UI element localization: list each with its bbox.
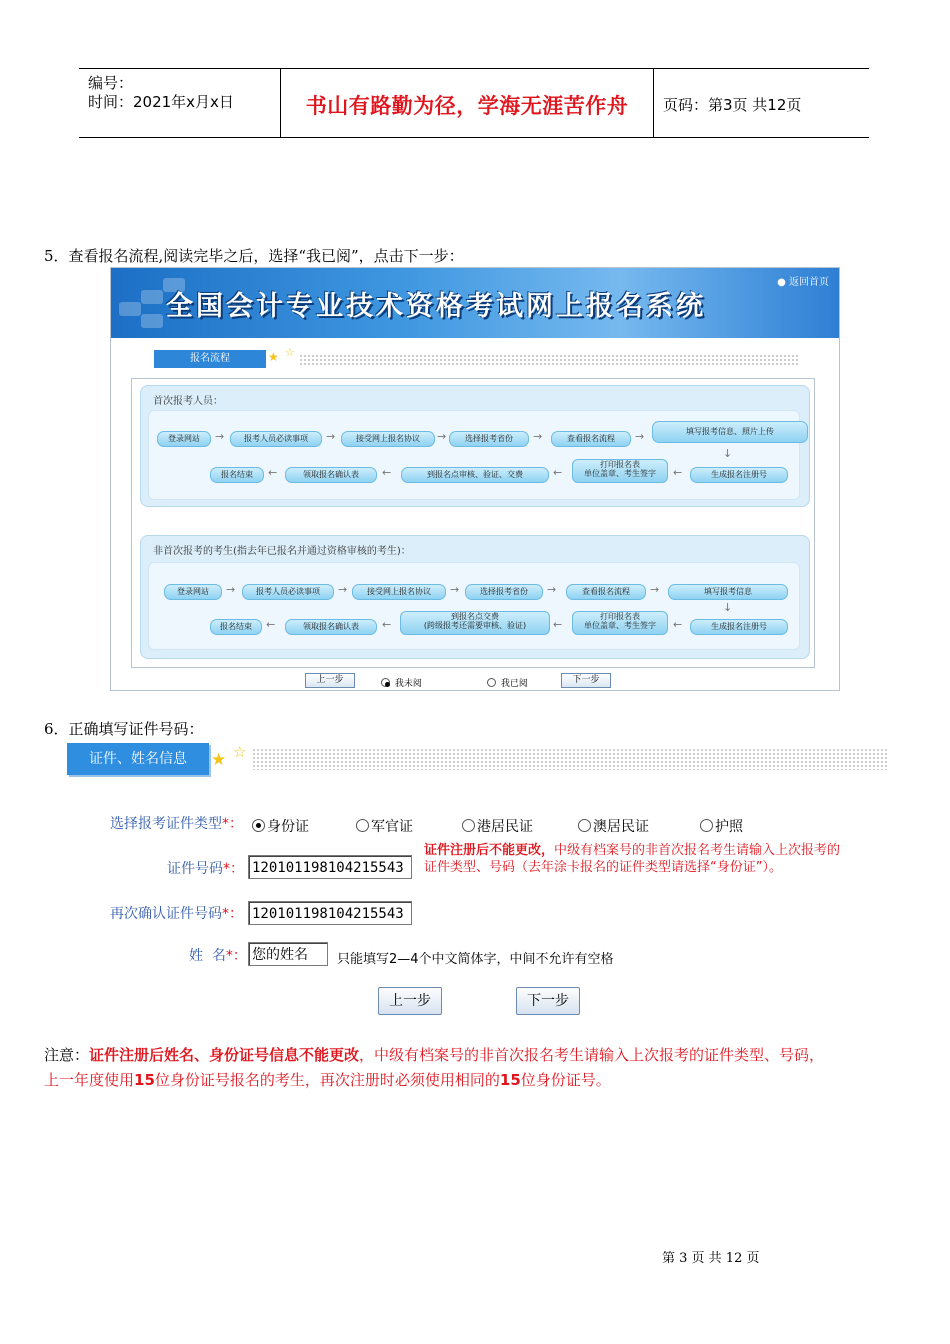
flow-step: 打印报名表 单位盖章、考生签字 (572, 611, 668, 635)
confirm-id-label: 再次确认证件号码*： (110, 906, 243, 922)
banner-title: 全国会计专业技术资格考试网上报名系统 (166, 291, 706, 322)
dotted-divider (299, 354, 799, 366)
flow-step: 报考人员必读事项 (242, 584, 334, 600)
flow-step: 到报名点审核、验证、交费 (401, 467, 549, 483)
flow-step: 报名结束 (210, 619, 262, 635)
flow-step: 领取报名确认表 (285, 619, 377, 635)
name-label: 姓 名*： (189, 948, 247, 964)
star-icon: ★ (211, 750, 227, 770)
flow-step: 查看报名流程 (551, 431, 631, 447)
radio-dot-icon (381, 678, 390, 687)
note-text: 位身份证号。 (520, 1071, 611, 1089)
flow-container: 首次报考人员： 登录网站 → 报考人员必读事项 → 接受网上报名协议 → 选择报考省份 → 查看报名流程 → 填写报考信息、照片上传 ↓ 报名结束 ← 领取报名确认表 ← 到报名点审核、验证、交费 ← 打印报名表 单位盖章、考生签字 ← 生成报名注册号 非首次报考的考生(指去年已报名并通过资格审核的考生)： 登录网站 → 报考人员必读事项 → 接受网上报名协议 → 选择报考省份 → 查看报名流程 → 填写报考信息 ↓ 报名结束 ← 领取报名确认表 ← 到报名点交费 (跨级报考还需要审核、验证) ← 打印报名表 单位盖章、考生签字 ← 生成报名注册号 (131, 378, 815, 668)
radio-not-read-label: 我未阅 (394, 679, 422, 689)
name-hint: 只能填写2—4个中文简体字，中间不允许有空格 (337, 952, 614, 967)
back-home-link[interactable]: ● 返回首页 (777, 277, 829, 288)
star-icon: ★ (268, 350, 279, 364)
flow-step: 登录网站 (157, 431, 211, 447)
flow-step: 到报名点交费 (跨级报考还需要审核、验证) (400, 611, 550, 635)
tab-id-name-info[interactable]: 证件、姓名信息 (67, 743, 209, 775)
second-flow-area (148, 562, 800, 650)
flow-step: 登录网站 (164, 584, 222, 600)
time-label: 时间：2021年x月x日 (88, 93, 234, 111)
dotted-divider (252, 748, 887, 770)
flow-step: 报考人员必读事项 (230, 431, 322, 447)
note-paragraph (44, 1043, 924, 1093)
prev-step-button[interactable]: 上一步 (305, 673, 355, 688)
id-warning: 证件注册后不能更改，中级有档案号的非首次报名考生请输入上次报考的证件类型、号码（去年涂卡报名的证件类型请选择“身份证”）。 (424, 843, 841, 875)
note-prefix: 注意： (44, 1046, 90, 1064)
name-input[interactable]: 您的姓名 (248, 942, 328, 966)
flow-step: 填写报考信息、照片上传 (652, 421, 808, 443)
note-text: 位身份证号报名的考生，再次注册时必须使用相同的 (154, 1071, 500, 1089)
next-step-button[interactable]: 下一步 (561, 673, 611, 688)
id-type-option[interactable]: 军官证 (356, 816, 413, 836)
registration-flow-screenshot (110, 267, 840, 691)
id-number-input[interactable]: 120101198104215543 (248, 855, 412, 879)
second-panel-title: 非首次报考的考生(指去年已报名并通过资格审核的考生)： (153, 546, 411, 557)
id-type-option[interactable]: 护照 (700, 816, 743, 836)
flow-step: 领取报名确认表 (285, 467, 377, 483)
star-icon: ☆ (285, 346, 295, 359)
step6-text: 6．正确填写证件号码： (44, 720, 204, 738)
page-footer: 第 3 页 共 12 页 (662, 1251, 760, 1266)
id-type-option[interactable]: 身份证 (252, 819, 309, 835)
serial-label: 编号： (88, 74, 134, 92)
id-number-label: 证件号码*： (167, 861, 244, 877)
note-text: ，中级有档案号的非首次报名考生请输入上次报考的证件类型、号码， (359, 1046, 825, 1064)
system-banner (111, 268, 839, 338)
note-number: 15 (499, 1071, 521, 1089)
header-left-cell (79, 69, 281, 137)
radio-circle-icon (487, 678, 496, 687)
header-center-cell (281, 69, 654, 137)
note-text: 上一年度使用 (44, 1071, 135, 1089)
flow-step: 接受网上报名协议 (352, 584, 446, 600)
flow-step: 生成报名注册号 (690, 619, 788, 635)
id-type-radio-group[interactable] (252, 816, 743, 836)
prev-button[interactable]: 上一步 (378, 987, 442, 1015)
first-panel-title: 首次报考人员： (153, 396, 223, 407)
motto: 书山有路勤为径，学海无涯苦作舟 (305, 94, 629, 118)
flow-step: 查看报名流程 (566, 584, 646, 600)
id-type-option[interactable]: 澳居民证 (578, 816, 649, 836)
id-type-option[interactable]: 港居民证 (462, 816, 533, 836)
page-label: 页码：第3页 共12页 (663, 96, 802, 114)
flow-step: 填写报考信息 (668, 584, 788, 600)
flow-step: 报名结束 (210, 467, 264, 483)
note-bold: 证件注册后姓名、身份证号信息不能更改 (89, 1046, 360, 1064)
step5-text: 5．查看报名流程,阅读完毕之后，选择“我已阅”，点击下一步： (44, 247, 464, 265)
radio-not-read[interactable] (381, 676, 422, 689)
star-icon: ☆ (233, 743, 247, 761)
header-right-cell (654, 69, 869, 137)
note-number: 15 (134, 1071, 155, 1089)
id-type-label: 选择报考证件类型*： (110, 816, 243, 832)
flow-step: 打印报名表 单位盖章、考生签字 (572, 459, 668, 483)
flow-step: 生成报名注册号 (690, 467, 788, 483)
flow-step: 选择报考省份 (465, 584, 543, 600)
flow-step: 选择报考省份 (449, 431, 529, 447)
flow-step: 接受网上报名协议 (341, 431, 435, 447)
radio-read[interactable] (487, 676, 528, 689)
confirm-id-input[interactable]: 120101198104215543 (248, 901, 412, 925)
tab-registration-flow[interactable]: 报名流程 (154, 350, 266, 368)
next-button[interactable]: 下一步 (516, 987, 580, 1015)
radio-read-label: 我已阅 (500, 679, 528, 689)
header-table (79, 68, 869, 138)
